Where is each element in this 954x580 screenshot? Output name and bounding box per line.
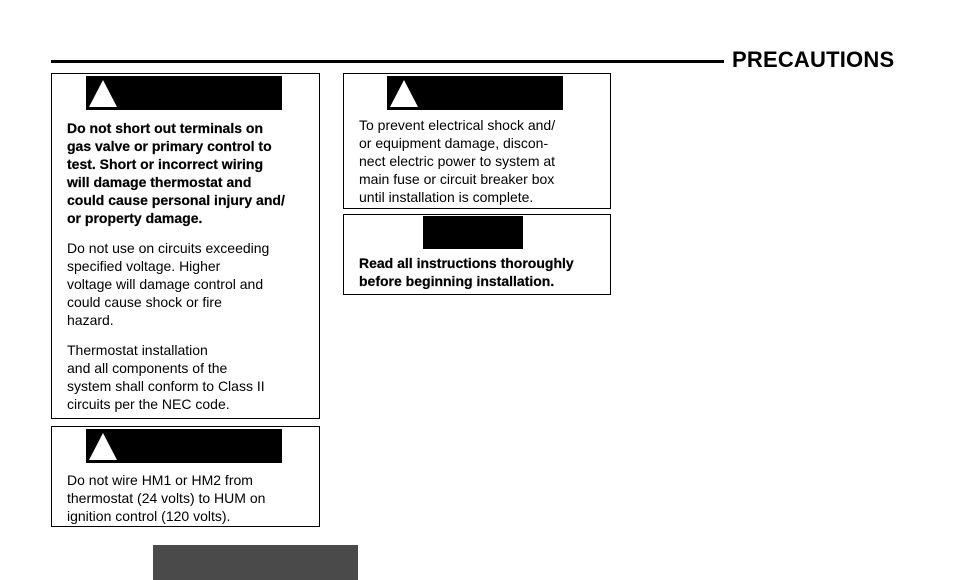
notice-short-terminals (51, 73, 320, 419)
notice-paragraph: Do not short out terminals on gas valve or primary control to test. Short or incorrect wiring will damage thermostat and could cause personal injury and/ or property damage. (67, 120, 285, 226)
notice-disconnect-power (343, 73, 611, 209)
notice-body: Read all instructions thoroughly before beginning installation. (359, 255, 574, 289)
notice-body: To prevent electrical shock and/ or equipment damage, discon- nect electric power to system at main fuse or circuit breaker box until installation is complete. (359, 117, 556, 205)
section-title: PRECAUTIONS (732, 47, 895, 72)
warning-triangle-icon (389, 78, 419, 108)
warning-banner (86, 429, 282, 463)
notice-body: Do not wire HM1 or HM2 from thermostat (24 volts) to HUM on ignition control (120 volts). (67, 472, 266, 524)
warning-triangle-icon (88, 78, 118, 108)
notice-body (67, 119, 317, 413)
warning-banner (86, 76, 282, 110)
warning-banner (387, 76, 563, 110)
notice-paragraph: Thermostat installation and all components of the system shall conform to Class II circuits per the NEC code. (67, 342, 265, 412)
notice-paragraph: Do not use on circuits exceeding specified voltage. Higher voltage will damage control and could cause shock or fire hazard. (67, 240, 270, 328)
header-rule (51, 60, 724, 63)
notice-read-instructions (343, 214, 611, 295)
notice-hum-wiring (51, 426, 320, 527)
footer-tab (153, 545, 358, 580)
important-banner (423, 216, 523, 249)
warning-triangle-icon (88, 431, 118, 461)
